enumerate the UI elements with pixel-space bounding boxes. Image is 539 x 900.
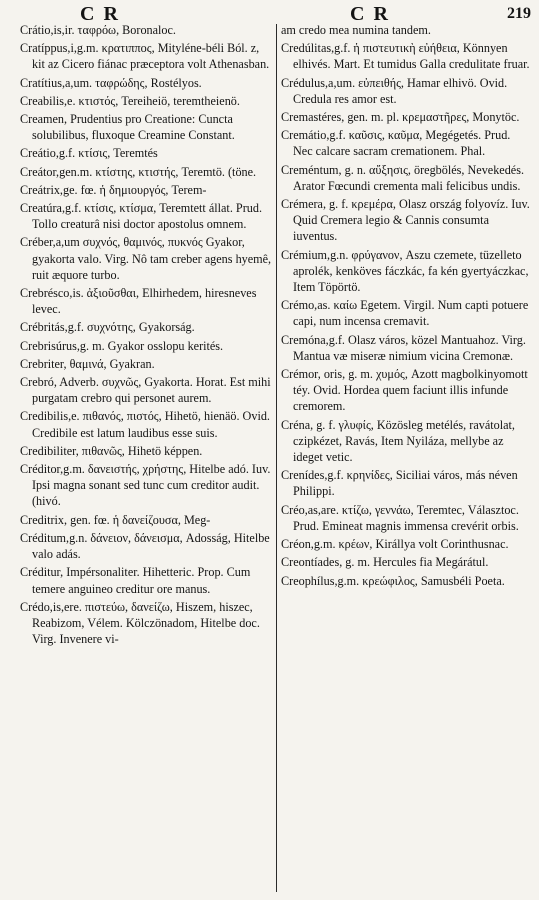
dictionary-entry: Créon,g.m. κρέων, Királlya volt Corinthusnac.	[281, 537, 509, 552]
dictionary-entry: Creátor,gen.m. κτίστης, κτιστής, Teremtö. (töne.	[20, 164, 257, 179]
dictionary-entry: Creditrix, gen. fœ. ἡ δανείζουσα, Meg-	[20, 512, 211, 527]
dictionary-entry: Credibilis,e. πιθανός, πιστός, Hihetö, hienäö. Ovid. Credibile est latum laudibus esse suis.	[20, 409, 270, 440]
dictionary-entry: Cremastéres, gen. m. pl. κρεμαστῆρες, Monytöc.	[281, 110, 520, 125]
dictionary-entry: Créditur, Impérsonaliter. Hihetteric. Prop. Cum temere anguineo creditur ore manus.	[20, 565, 251, 596]
dictionary-entry: Creophílus,g.m. κρεώφιλος, Samusbéli Poeta.	[281, 573, 505, 588]
dictionary-entry: Crémera, g. f. κρεμέρα, Olasz ország folyovíz. Iuv. Quid Cremera legio & Cannis consumta iuventus.	[281, 197, 530, 244]
running-head-right: C R	[350, 3, 390, 25]
dictionary-entry: Crémium,g.n. φρύγανον, Aszu czemete, tüzelleto aprolék, kenköves fáczkác, fa kén gyertyáczkac, Item Töpörtö.	[281, 247, 529, 295]
dictionary-entry: Creatúra,g.f. κτίσις, κτίσμα, Teremtett állat. Prud. Tollo creaturâ nisi doctor apostolus omnem.	[20, 201, 262, 232]
dictionary-entry: Credibiliter, πιθανῶς, Hihetö képpen.	[20, 443, 203, 458]
column-divider	[276, 24, 277, 892]
dictionary-entry: Credúlitas,g.f. ἡ πιστευτικὴ εὐήθεια, Könnyen elhivés. Mart. Et tumidus Galla credulitate fruar.	[281, 41, 530, 72]
left-column	[20, 22, 272, 900]
dictionary-entry: Creontíades, g. m. Hercules fia Megárátul.	[281, 555, 489, 570]
dictionary-entry: Creamen, Prudentius pro Creatione: Cuncta solubilibus, fluxoque Creamine Constant.	[20, 112, 235, 143]
dictionary-entry: Crédo,is,ere. πιστεύω, δανείζω, Hiszem, hiszec, Reabizom, Vélem. Kölczönadom, Hitelbe doc. Virg. Invenere vi-	[20, 599, 260, 647]
running-head-left: C R	[80, 3, 120, 25]
dictionary-entry: Cremóna,g.f. Olasz város, közel Mantuahoz. Virg. Mantua væ miseræ nimium vicina Cremonæ.	[281, 332, 526, 363]
dictionary-entry: Crebrisúrus,g. m. Gyakor osslopu kerités.	[20, 338, 224, 353]
dictionary-entry: am credo mea numina tandem.	[281, 23, 431, 37]
dictionary-entry: Créditor,g.m. δανειστής, χρήστης, Hitelbe adó. Iuv. Ipsi magna sonant sed tunc cum creditor audit. (hivó.	[20, 462, 271, 509]
dictionary-entry: Crebrésco,is. ἀξιοῦσθαι, Elhirhedem, hiresneves levec.	[20, 286, 257, 317]
dictionary-entry: Creátio,g.f. κτίσις, Teremtés	[20, 146, 158, 161]
dictionary-entry: Crémor, oris, g. m. χυμός, Azott magbolkinyomott téy. Ovid. Hordea quem faciunt illis infunde cremorem.	[281, 367, 528, 414]
dictionary-entry: Crátio,is,ir. ταφρόω, Boronaloc.	[20, 23, 176, 37]
dictionary-entry: Cratítius,a,um. ταφρώδης, Rostélyos.	[20, 75, 202, 90]
right-column	[281, 22, 531, 900]
dictionary-entry: Crébritás,g.f. συχνότης, Gyakorság.	[20, 320, 195, 335]
dictionary-entry: Creátrix,ge. fœ. ἡ δημιουργός, Terem-	[20, 182, 207, 197]
dictionary-entry: Creabilis,e. κτιστός, Tereiheiö, teremtheienö.	[20, 93, 240, 108]
dictionary-entry: Crebriter, θαμινά, Gyakran.	[20, 356, 155, 371]
dictionary-entry: Crédulus,a,um. εὐπειθής, Hamar elhivö. Ovid. Credula res amor est.	[281, 75, 508, 106]
page-number: 219	[507, 5, 531, 22]
dictionary-entry: Créo,as,are. κτίζω, γεννάω, Teremtec, Választoc. Prud. Emineat magnis immensa crevérit orbis.	[281, 502, 519, 533]
dictionary-entry: Créber,a,um συχνός, θαμινός, πυκνός Gyakor, gyakorta valo. Virg. Nô tam creber agens hyemê, ruit æquore turbo.	[20, 235, 272, 282]
dictionary-entry: Creméntum, g. n. αὔξησις, öregbölés, Nevekedés. Arator Fœcundi crementa mali felicibus undis.	[281, 162, 524, 193]
dictionary-entry: Créna, g. f. γλυφίς, Közösleg metélés, ravátolat, czipkézet, Ravás, Item Nyiláza, mellybe az ideget vetic.	[281, 417, 515, 465]
dictionary-entry: Crenídes,g.f. κρηνίδες, Siciliai város, más néven Philippi.	[281, 468, 518, 499]
dictionary-entry: Créditum,g.n. δάνειον, δάνεισμα, Adosság, Hitelbe valo adás.	[20, 530, 270, 562]
dictionary-entry: Crebró, Adverb. συχνῶς, Gyakorta. Horat. Est mihi purgatam crebro qui personet aurem.	[20, 375, 271, 406]
dictionary-entry: Cratíppus,i,g.m. κρατιππος, Mityléne-béli Ból. z, kit az Cicero fiánac præceptora volt Athenasban.	[20, 41, 270, 72]
dictionary-entry: Crémo,as. καίω Egetem. Virgil. Num capti potuere capi, num incensa cremavit.	[281, 298, 529, 329]
dictionary-entry: Cremátio,g.f. καῦσις, καῦμα, Megégetés. Prud. Nec calcare sacram cremationem. Phal.	[281, 128, 511, 159]
